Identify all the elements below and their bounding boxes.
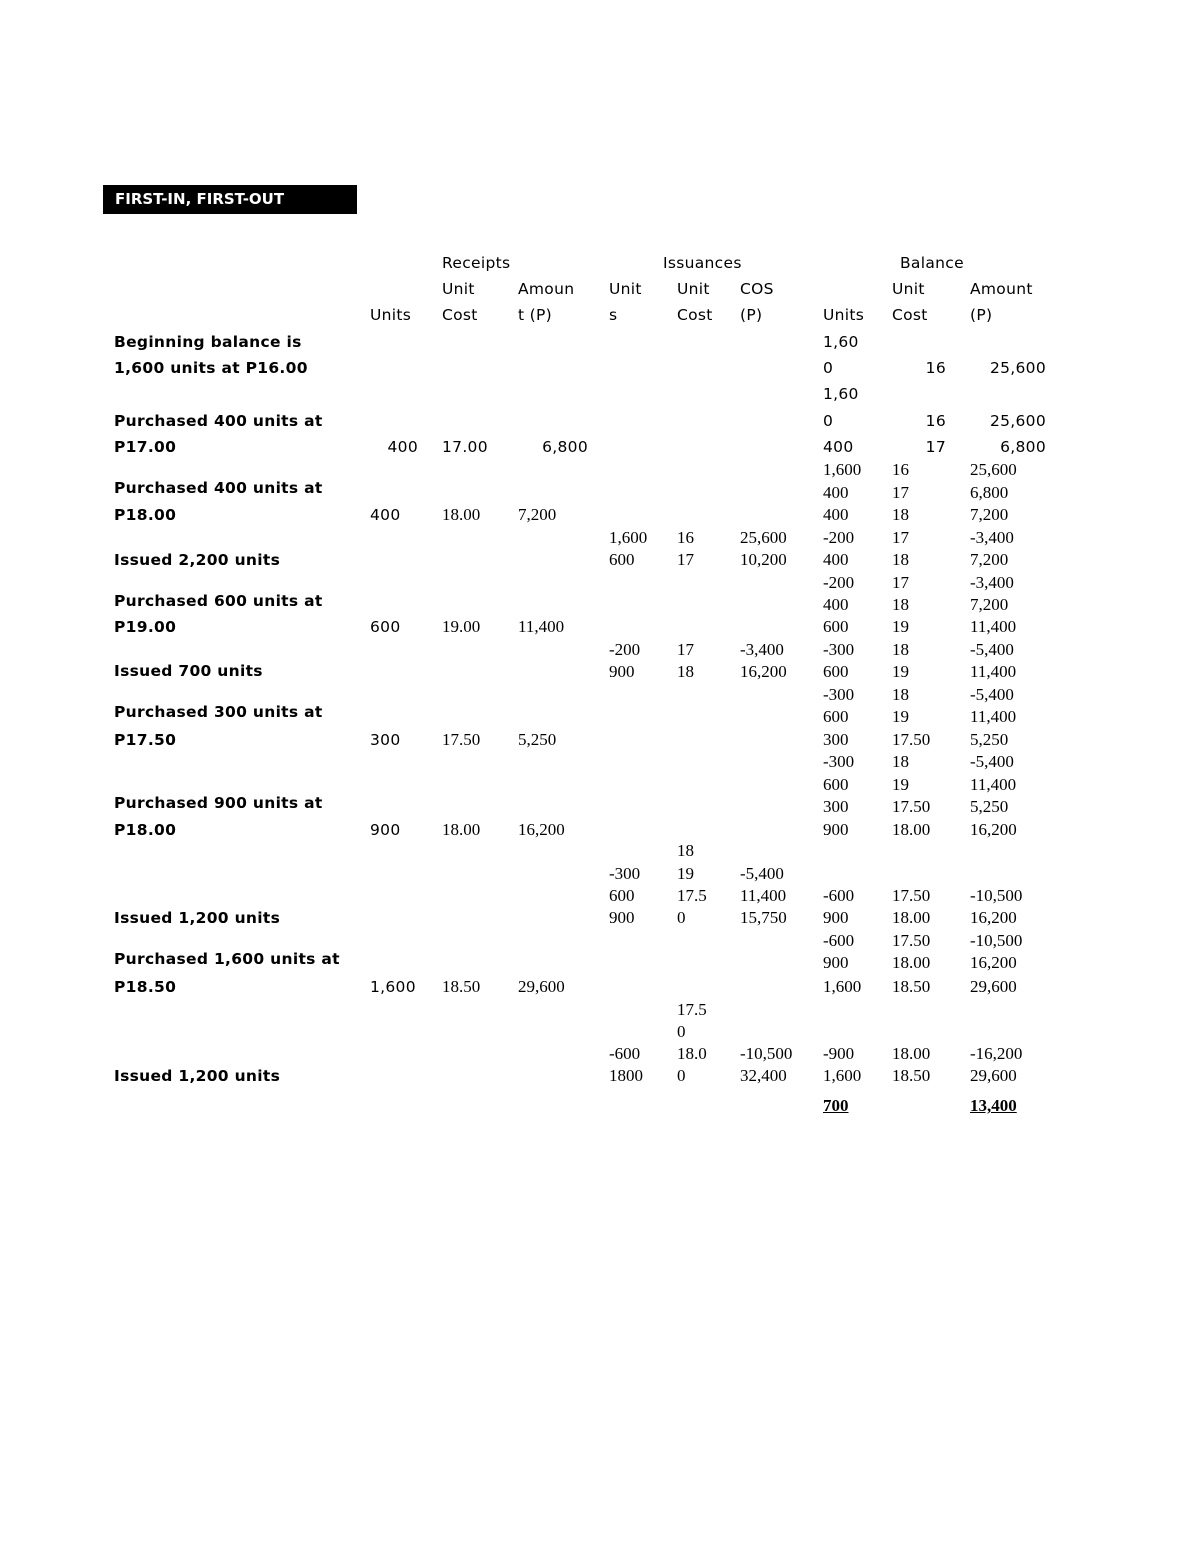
balance-units: 400 (823, 483, 849, 502)
balance-units: 0 (823, 412, 834, 430)
receipt-amount: 29,600 (518, 977, 565, 996)
header-receipts-amount: Amoun (518, 280, 575, 298)
row-label: Purchased 900 units at (114, 794, 323, 812)
balance-amount: 16,200 (970, 908, 1017, 927)
header-balance-units: Units (823, 306, 865, 324)
balance-amount: 11,400 (970, 775, 1017, 794)
receipt-unit-cost: 18.50 (442, 977, 481, 996)
issuance-units: -300 (609, 864, 641, 883)
row-label: P17.50 (114, 731, 177, 749)
header-issuances-cos-2: (P) (740, 306, 763, 324)
balance-units: -300 (823, 752, 855, 771)
balance-unit-cost: 18.00 (892, 1044, 931, 1063)
receipt-amount: 11,400 (518, 617, 565, 636)
balance-units: 400 (823, 595, 849, 614)
balance-unit-cost: 18 (892, 505, 909, 524)
row-label: 1,600 units at P16.00 (114, 359, 308, 377)
balance-units: 600 (823, 775, 849, 794)
balance-unit-cost: 17 (925, 438, 946, 456)
issuance-cos: -3,400 (740, 640, 784, 659)
balance-amount: -10,500 (970, 931, 1023, 950)
balance-amount: 25,600 (970, 460, 1017, 479)
balance-unit-cost: 18 (892, 595, 909, 614)
balance-units: 300 (823, 797, 849, 816)
receipt-units: 400 (370, 506, 401, 524)
receipt-units: 1,600 (370, 978, 416, 996)
balance-unit-cost: 17.50 (892, 730, 931, 749)
receipt-unit-cost: 18.00 (442, 505, 481, 524)
balance-units: -200 (823, 573, 855, 592)
header-balance-unit-cost: Unit (892, 280, 925, 298)
balance-units: 600 (823, 617, 849, 636)
balance-unit-cost: 17 (892, 483, 909, 502)
balance-units: 900 (823, 953, 849, 972)
balance-amount: 25,600 (989, 359, 1046, 377)
balance-unit-cost: 17.50 (892, 931, 931, 950)
row-label: Issued 1,200 units (114, 1067, 281, 1085)
row-label: P18.00 (114, 506, 177, 524)
receipt-amount: 16,200 (518, 820, 565, 839)
header-balance-amount: Amount (970, 280, 1033, 298)
balance-amount: 25,600 (989, 412, 1046, 430)
receipt-units: 900 (370, 821, 401, 839)
receipt-unit-cost: 17.50 (442, 730, 481, 749)
balance-amount: 16,200 (970, 953, 1017, 972)
header-issuances-cos: COS (740, 280, 774, 298)
balance-unit-cost: 18.00 (892, 820, 931, 839)
issuance-unit-cost: 18.0 (677, 1044, 707, 1063)
issuance-unit-cost: 18 (677, 841, 694, 860)
issuance-unit-cost: 19 (677, 864, 694, 883)
receipt-units: 400 (387, 438, 418, 456)
header-receipts: Receipts (442, 254, 511, 272)
issuance-units: 1800 (609, 1066, 643, 1085)
header-issuances: Issuances (663, 254, 742, 272)
balance-unit-cost: 18 (892, 685, 909, 704)
balance-units: 1,60 (823, 333, 859, 351)
row-label: Issued 700 units (114, 662, 263, 680)
issuance-unit-cost: 0 (677, 1066, 686, 1085)
balance-unit-cost: 19 (892, 662, 909, 681)
issuance-units: 900 (609, 662, 635, 681)
balance-unit-cost: 17.50 (892, 797, 931, 816)
issuance-cos: 16,200 (740, 662, 787, 681)
balance-amount: 5,250 (970, 730, 1009, 749)
balance-units: 1,600 (823, 460, 862, 479)
row-label: Purchased 400 units at (114, 412, 323, 430)
balance-unit-cost: 18.50 (892, 977, 931, 996)
issuance-unit-cost: 17.5 (677, 1000, 707, 1019)
balance-units: -300 (823, 685, 855, 704)
balance-units: -200 (823, 528, 855, 547)
row-label: Purchased 1,600 units at (114, 950, 340, 968)
balance-amount: 16,200 (970, 820, 1017, 839)
issuance-units: 900 (609, 908, 635, 927)
balance-units: 400 (823, 505, 849, 524)
balance-amount: 29,600 (970, 977, 1017, 996)
header-balance-unit-cost-2: Cost (892, 306, 928, 324)
row-label: Purchased 600 units at (114, 592, 323, 610)
balance-amount: 6,800 (1000, 438, 1046, 456)
issuance-units: 600 (609, 886, 635, 905)
balance-unit-cost: 16 (925, 359, 946, 377)
balance-units: 0 (823, 359, 834, 377)
balance-amount: 11,400 (970, 617, 1017, 636)
balance-unit-cost: 19 (892, 707, 909, 726)
total-amount: 13,400 (970, 1096, 1017, 1115)
balance-amount: -16,200 (970, 1044, 1023, 1063)
receipt-units: 300 (370, 731, 401, 749)
issuance-units: -200 (609, 640, 641, 659)
balance-units: 400 (823, 438, 854, 456)
issuance-unit-cost: 16 (677, 528, 694, 547)
header-issuances-unit-cost: Unit (677, 280, 710, 298)
header-receipts-amount-2: t (P) (518, 306, 552, 324)
issuance-unit-cost: 18 (677, 662, 694, 681)
receipt-amount: 6,800 (542, 438, 588, 456)
row-label: Beginning balance is (114, 333, 302, 351)
balance-unit-cost: 16 (892, 460, 909, 479)
balance-units: 1,600 (823, 1066, 862, 1085)
header-receipts-unit-cost-2: Cost (442, 306, 478, 324)
issuance-units: 600 (609, 550, 635, 569)
balance-unit-cost: 17.50 (892, 886, 931, 905)
issuance-unit-cost: 17 (677, 640, 694, 659)
issuance-cos: -5,400 (740, 864, 784, 883)
balance-unit-cost: 16 (925, 412, 946, 430)
balance-amount: -5,400 (970, 640, 1014, 659)
balance-amount: 29,600 (970, 1066, 1017, 1085)
balance-amount: -5,400 (970, 752, 1014, 771)
issuance-cos: 32,400 (740, 1066, 787, 1085)
row-label: P18.00 (114, 821, 177, 839)
issuance-unit-cost: 17.5 (677, 886, 707, 905)
balance-amount: 11,400 (970, 707, 1017, 726)
header-balance-amount-2: (P) (970, 306, 993, 324)
issuance-unit-cost: 17 (677, 550, 694, 569)
issuance-cos: -10,500 (740, 1044, 793, 1063)
receipt-amount: 5,250 (518, 730, 557, 749)
issuance-units: 1,600 (609, 528, 648, 547)
balance-amount: 7,200 (970, 505, 1009, 524)
balance-units: 600 (823, 662, 849, 681)
header-receipts-unit-cost: Unit (442, 280, 475, 298)
issuance-cos: 15,750 (740, 908, 787, 927)
balance-amount: -5,400 (970, 685, 1014, 704)
row-label: Purchased 300 units at (114, 703, 323, 721)
receipt-unit-cost: 19.00 (442, 617, 481, 636)
balance-unit-cost: 18 (892, 640, 909, 659)
total-units: 700 (823, 1096, 849, 1115)
issuance-unit-cost: 0 (677, 1022, 686, 1041)
balance-amount: 7,200 (970, 595, 1009, 614)
receipt-units: 600 (370, 618, 401, 636)
balance-unit-cost: 18.00 (892, 953, 931, 972)
balance-amount: 5,250 (970, 797, 1009, 816)
receipt-amount: 7,200 (518, 505, 557, 524)
balance-units: 400 (823, 550, 849, 569)
issuance-cos: 11,400 (740, 886, 787, 905)
balance-unit-cost: 17 (892, 528, 909, 547)
row-label: P18.50 (114, 978, 177, 996)
balance-unit-cost: 19 (892, 775, 909, 794)
issuance-cos: 25,600 (740, 528, 787, 547)
balance-amount: -3,400 (970, 528, 1014, 547)
balance-amount: 7,200 (970, 550, 1009, 569)
balance-units: -300 (823, 640, 855, 659)
balance-units: 900 (823, 820, 849, 839)
balance-units: 1,60 (823, 385, 859, 403)
balance-unit-cost: 18.00 (892, 908, 931, 927)
balance-unit-cost: 19 (892, 617, 909, 636)
issuance-units: -600 (609, 1044, 641, 1063)
balance-units: -900 (823, 1044, 855, 1063)
balance-amount: -10,500 (970, 886, 1023, 905)
header-balance: Balance (900, 254, 964, 272)
row-label: Issued 1,200 units (114, 909, 281, 927)
balance-amount: -3,400 (970, 573, 1014, 592)
balance-units: 1,600 (823, 977, 862, 996)
balance-units: -600 (823, 886, 855, 905)
header-issuances-units: Unit (609, 280, 642, 298)
balance-unit-cost: 17 (892, 573, 909, 592)
header-issuances-unit-cost-2: Cost (677, 306, 713, 324)
balance-units: 900 (823, 908, 849, 927)
issuance-cos: 10,200 (740, 550, 787, 569)
balance-unit-cost: 18.50 (892, 1066, 931, 1085)
balance-unit-cost: 18 (892, 752, 909, 771)
balance-units: -600 (823, 931, 855, 950)
row-label: P17.00 (114, 438, 177, 456)
section-title: FIRST-IN, FIRST-OUT (103, 185, 357, 214)
issuance-unit-cost: 0 (677, 908, 686, 927)
balance-unit-cost: 18 (892, 550, 909, 569)
row-label: Issued 2,200 units (114, 551, 281, 569)
balance-amount: 6,800 (970, 483, 1009, 502)
row-label: Purchased 400 units at (114, 479, 323, 497)
balance-units: 300 (823, 730, 849, 749)
balance-units: 600 (823, 707, 849, 726)
receipt-unit-cost: 17.00 (442, 438, 488, 456)
receipt-unit-cost: 18.00 (442, 820, 481, 839)
row-label: P19.00 (114, 618, 177, 636)
header-receipts-units: Units (370, 306, 412, 324)
balance-amount: 11,400 (970, 662, 1017, 681)
header-issuances-units-2: s (609, 306, 618, 324)
